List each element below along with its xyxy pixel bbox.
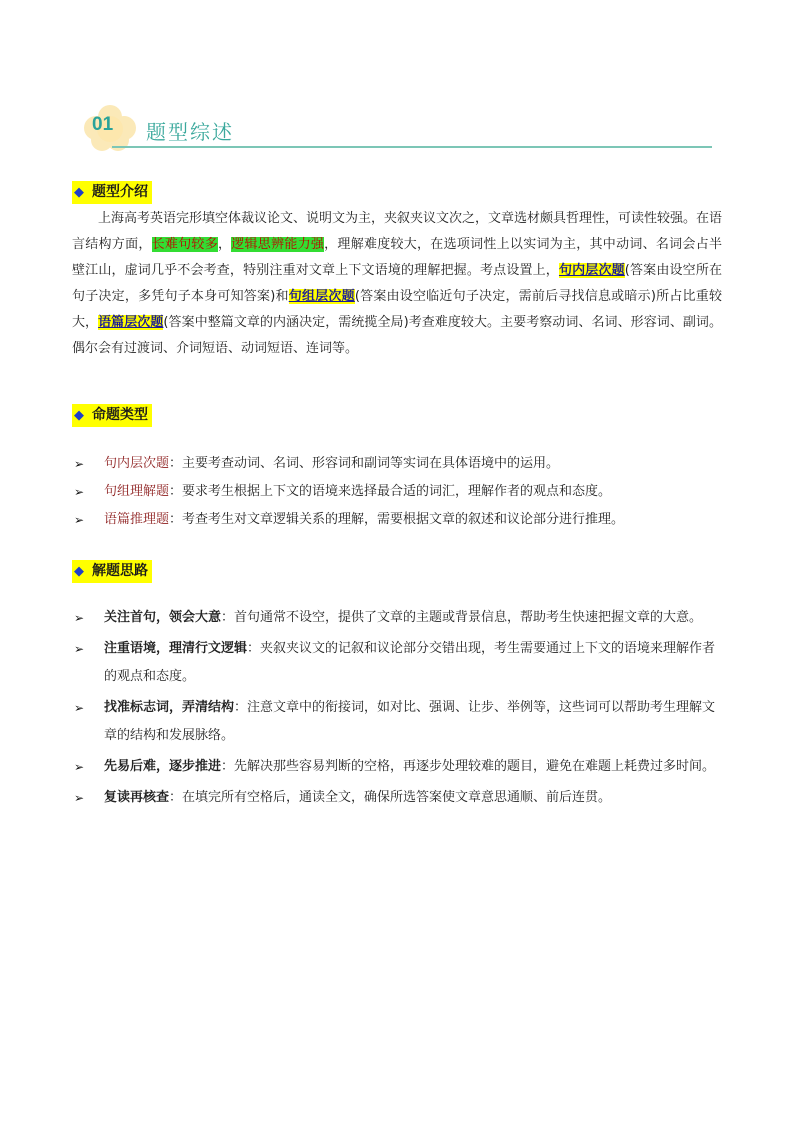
diamond-bullet-icon: ◆ [74, 408, 84, 423]
list-item: ➢ 句内层次题：主要考查动词、名词、形容词和副词等实词在具体语境中的运用。 [72, 450, 722, 478]
types-list [72, 450, 722, 534]
list-item: ➢ 先易后难，逐步推进：先解决那些容易判断的空格，再逐步处理较难的题目，避免在难题上耗费过多时间。 [72, 753, 722, 781]
section-title: 题型综述 [146, 120, 234, 144]
section-header [82, 104, 712, 152]
intro-heading: ◆ 题型介绍 [72, 181, 152, 204]
types-heading: ◆ 命题类型 [72, 404, 152, 427]
list-item: ➢ 复读再核查：在填完所有空格后，通读全文，确保所选答案使文章意思通顺、前后连贯。 [72, 784, 722, 812]
arrow-bullet-icon: ➢ [74, 760, 85, 774]
arrow-bullet-icon: ➢ [74, 513, 85, 527]
arrow-bullet-icon: ➢ [74, 701, 85, 715]
highlight-sentence-level: 句内层次题 [558, 263, 625, 278]
diamond-bullet-icon: ◆ [74, 564, 84, 579]
tips-list [72, 604, 722, 815]
section-number: 01 [92, 114, 114, 135]
list-item: ➢ 语篇推理题：考查考生对文章逻辑关系的理解，需要根据文章的叙述和议论部分进行推理。 [72, 506, 722, 534]
arrow-bullet-icon: ➢ [74, 611, 85, 625]
list-item: ➢ 句组理解题：要求考生根据上下文的语境来选择最合适的词汇，理解作者的观点和态度。 [72, 478, 722, 506]
diamond-bullet-icon: ◆ [74, 185, 84, 200]
arrow-bullet-icon: ➢ [74, 457, 85, 471]
arrow-bullet-icon: ➢ [74, 642, 85, 656]
highlight-long-sentences: 长难句较多 [151, 237, 218, 252]
list-item: ➢ 找准标志词，弄清结构：注意文章中的衔接词，如对比、强调、让步、举例等，这些词可以帮助考生理解文章的结构和发展脉络。 [72, 694, 722, 750]
intro-paragraph: 上海高考英语完形填空体裁议论文、说明文为主，夹叙夹议文次之，文章选材颇具哲理性，可读性较强。在语言结构方面，长难句较多，逻辑思辨能力强，理解难度较大，在选项词性上以实词为主，其中动词、名词会占半壁江山，虚词几乎不会考查，特别注重对文章上下文语境的理解把握。考点设置上，句内层次题(答案由设空所在句子决定，多凭句子本身可知答案)和句组层次题(答案由设空临近句子决定，需前后寻找信息或暗示)所占比重较大，语篇层次题(答案中整篇文章的内涵决定，需统揽全局)考查难度较大。主要考察动词、名词、形容词、副词。偶尔会有过渡词、介词短语、动词短语、连词等。 [72, 211, 723, 356]
tips-heading: ◆ 解题思路 [72, 560, 152, 583]
highlight-logic: 逻辑思辨能力强 [231, 237, 325, 252]
highlight-discourse-level: 语篇层次题 [98, 315, 164, 330]
arrow-bullet-icon: ➢ [74, 485, 85, 499]
list-item: ➢ 关注首句，领会大意：首句通常不设空，提供了文章的主题或背景信息，帮助考生快速把握文章的大意。 [72, 604, 722, 632]
highlight-group-level: 句组层次题 [288, 289, 355, 304]
header-divider [112, 146, 712, 148]
list-item: ➢ 注重语境，理清行文逻辑：夹叙夹议文的记叙和议论部分交错出现，考生需要通过上下文的语境来理解作者的观点和态度。 [72, 635, 722, 691]
arrow-bullet-icon: ➢ [74, 791, 85, 805]
